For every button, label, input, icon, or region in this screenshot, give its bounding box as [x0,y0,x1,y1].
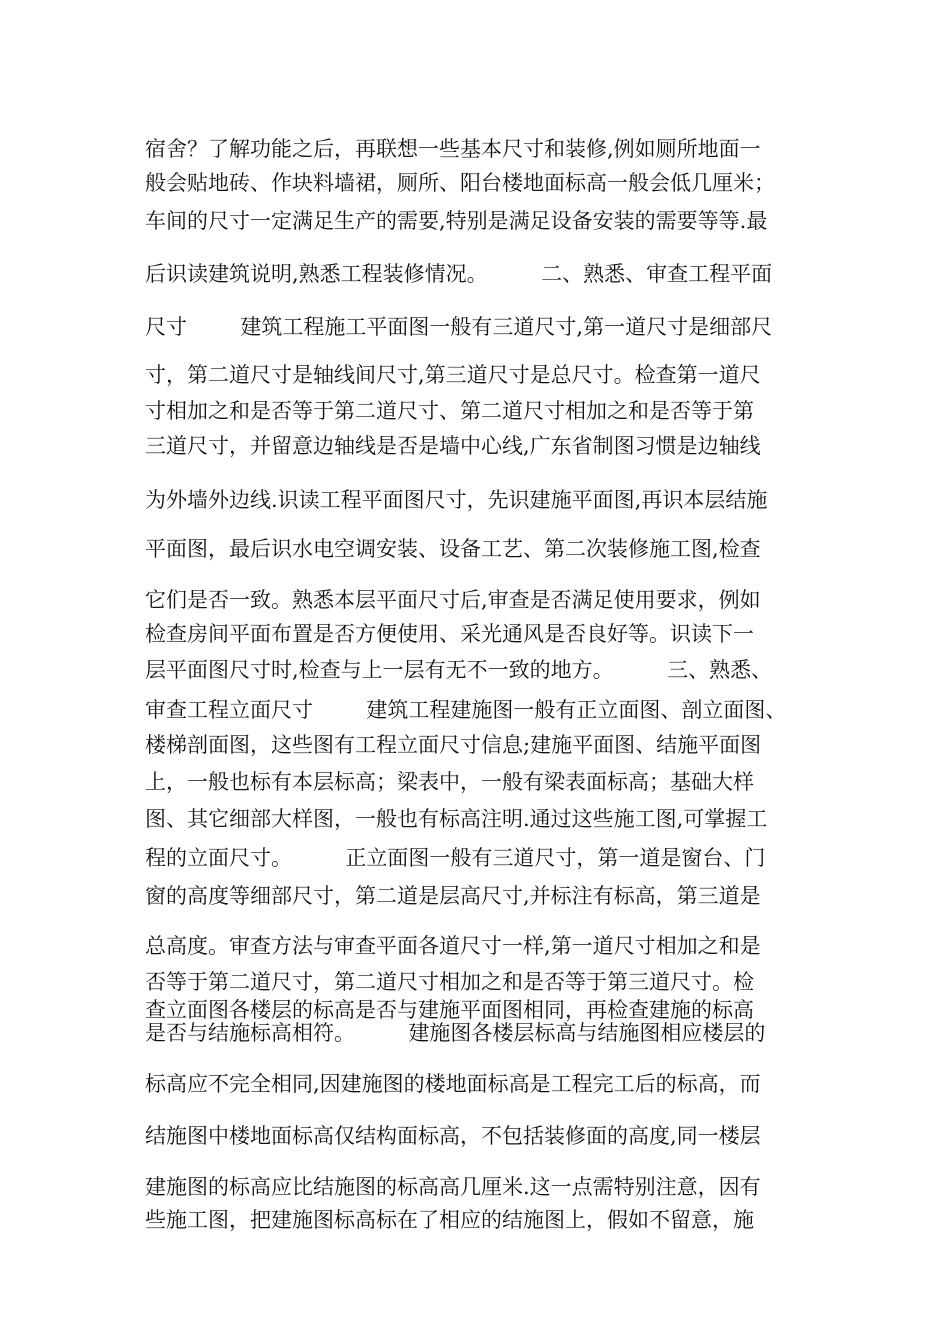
text-line: 是否与结施标高相符。 建施图各楼层标高与结施图相应楼层的 [145,1021,766,1045]
text-line: 否等于第二道尺寸，第二道尺寸相加之和是否等于第三道尺寸。检 [145,970,754,994]
text-line: 三道尺寸，并留意边轴线是否是墙中心线,广东省制图习惯是边轴线 [145,434,761,458]
text-line: 图、其它细部大样图，一般也有标高注明.通过这些施工图,可掌握工 [145,807,768,831]
text-line: 尺寸 建筑工程施工平面图一般有三道尺寸,第一道尺寸是细部尺 [145,315,773,339]
text-line: 建施图的标高应比结施图的标高高几厘米.这一点需特别注意，因有 [145,1175,761,1199]
text-line: 检查房间平面布置是否方便使用、采光通风是否良好等。识读下一 [145,622,754,646]
text-line: 窗的高度等细部尺寸，第二道是层高尺寸,并标注有标高，第三道是 [145,884,761,908]
text-line: 平面图，最后识水电空调安装、设备工艺、第二次装修施工图,检查 [145,537,761,561]
text-line: 查立面图各楼层的标高是否与建施平面图相同，再检查建施的标高 [145,998,754,1022]
text-line: 寸，第二道尺寸是轴线间尺寸,第三道尺寸是总尺寸。检查第一道尺 [145,363,761,387]
text-line: 寸相加之和是否等于第二道尺寸、第二道尺寸相加之和是否等于第 [145,399,754,423]
text-line: 后识读建筑说明,熟悉工程装修情况。 二、熟悉、审查工程平面 [145,262,773,286]
text-line: 为外墙外边线.识读工程平面图尺寸，先识建施平面图,再识本层结施 [145,488,768,512]
text-line: 标高应不完全相同,因建施图的楼地面标高是工程完工后的标高，而 [145,1072,761,1096]
text-line: 上，一般也标有本层标高；梁表中，一般有梁表面标高；基础大样 [145,770,754,794]
text-line: 般会贴地砖、作块料墙裙，厕所、阳台楼地面标高一般会低几厘米； [145,171,775,195]
text-line: 楼梯剖面图，这些图有工程立面尺寸信息;建施平面图、结施平面图 [145,733,762,757]
text-line: 审查工程立面尺寸 建筑工程建施图一般有正立面图、剖立面图、 [145,698,787,722]
text-line: 宿舍？了解功能之后，再联想一些基本尺寸和装修,例如厕所地面一 [145,137,761,161]
text-line: 总高度。审查方法与审查平面各道尺寸一样,第一道尺寸相加之和是 [145,934,761,958]
text-line: 它们是否一致。熟悉本层平面尺寸后,审查是否满足使用要求，例如 [145,588,761,612]
text-line: 层平面图尺寸时,检查与上一层有无不一致的地方。 三、熟悉、 [145,658,773,682]
text-line: 结施图中楼地面标高仅结构面标高，不包括装修面的高度,同一楼层 [145,1124,761,1148]
text-line: 车间的尺寸一定满足生产的需要,特别是满足设备安装的需要等等.最 [145,209,768,233]
text-line: 些施工图，把建施图标高标在了相应的结施图上，假如不留意，施 [145,1208,754,1232]
text-line: 程的立面尺寸。 正立面图一般有三道尺寸，第一道是窗台、门 [145,846,766,870]
